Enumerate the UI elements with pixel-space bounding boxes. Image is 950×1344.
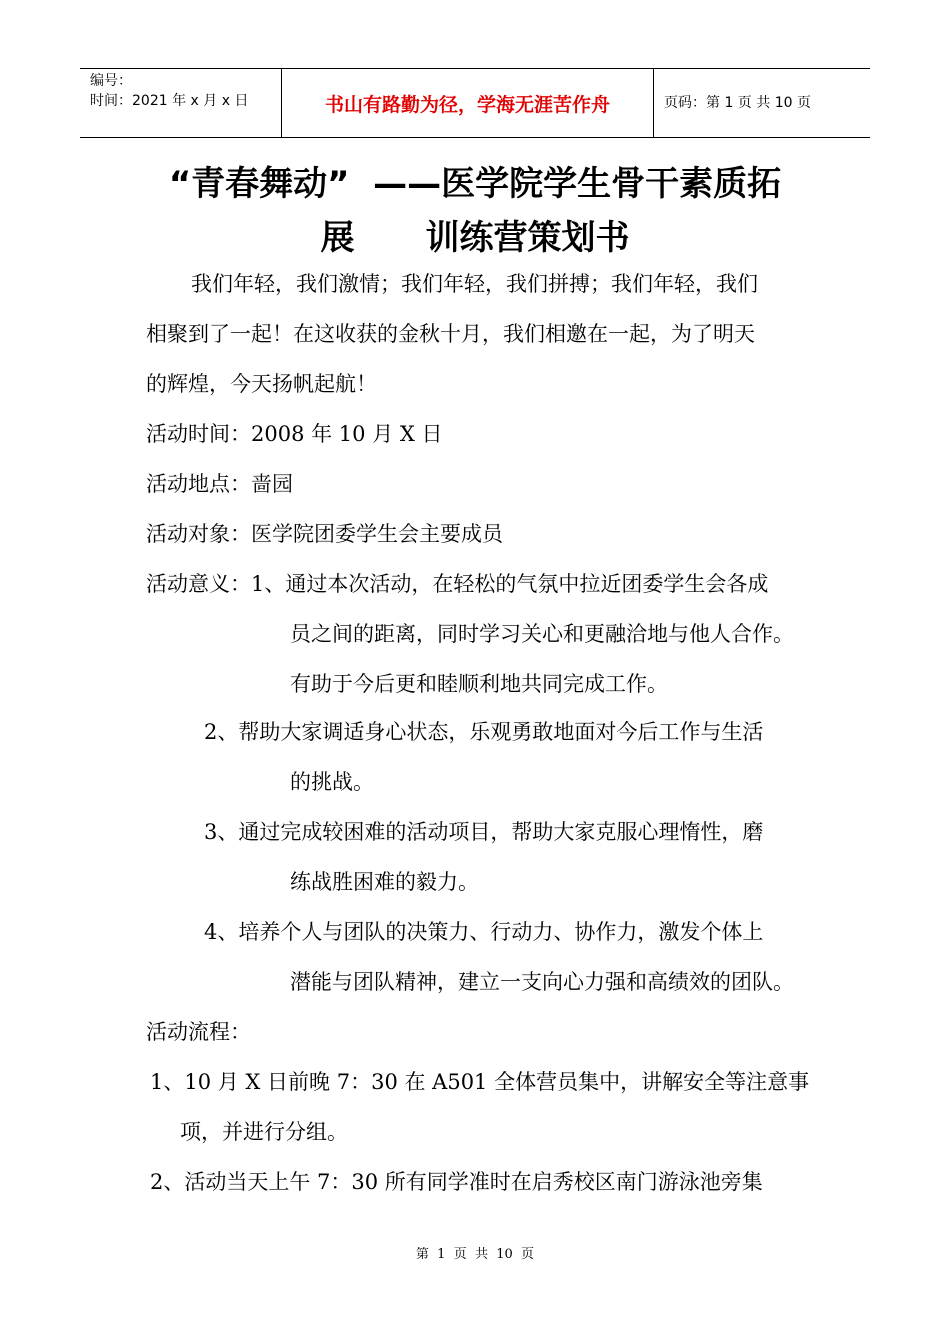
document-time-label: 时间：2021 年 x 月 x 日 [90, 93, 249, 109]
meaning-item-1-line-2: 员之间的距离，同时学习关心和更融洽地与他人合作。 [290, 622, 794, 646]
document-title-line-2: 展 训练营策划书 [320, 218, 630, 258]
meaning-item-1-line-3: 有助于今后更和睦顺利地共同完成工作。 [290, 672, 668, 696]
header-info-cell [80, 69, 282, 137]
header-page-cell [654, 69, 870, 137]
process-item-1-line-2: 项，并进行分组。 [180, 1120, 348, 1144]
meaning-item-4-line-2: 潜能与团队精神，建立一支向心力强和高绩效的团队。 [290, 970, 794, 994]
process-item-2-line-1: 2、活动当天上午 7：30 所有同学准时在启秀校区南门游泳池旁集 [150, 1170, 763, 1194]
meaning-item-4-line-1: 4、培养个人与团队的决策力、行动力、协作力，激发个体上 [204, 920, 764, 944]
meaning-item-2-line-2: 的挑战。 [290, 770, 374, 794]
header-page-number: 页码：第 1 页 共 10 页 [664, 95, 811, 111]
document-number-label: 编号： [90, 73, 132, 89]
activity-time: 活动时间：2008 年 10 月 X 日 [146, 422, 443, 446]
intro-paragraph-line-2: 相聚到了一起！在这收获的金秋十月，我们相邀在一起，为了明天 [146, 322, 755, 346]
meaning-item-3-line-2: 练战胜困难的毅力。 [290, 870, 479, 894]
intro-paragraph-line-1: 我们年轻，我们激情；我们年轻，我们拼搏；我们年轻，我们 [191, 272, 758, 296]
process-label: 活动流程： [146, 1020, 251, 1044]
activity-target: 活动对象：医学院团委学生会主要成员 [146, 522, 503, 546]
meaning-item-2-line-1: 2、帮助大家调适身心状态，乐观勇敢地面对今后工作与生活 [204, 720, 764, 744]
page-footer: 第 1 页 共 10 页 [415, 1247, 535, 1262]
header-motto-cell [282, 69, 654, 137]
header-motto: 书山有路勤为径，学海无涯苦作舟 [324, 94, 610, 116]
header-table [80, 68, 870, 138]
meaning-item-1-line-1: 活动意义：1、通过本次活动，在轻松的气氛中拉近团委学生会各成 [146, 572, 769, 596]
document-title-line-1: “青春舞动” ——医学院学生骨干素质拓 [168, 164, 782, 204]
activity-place: 活动地点：啬园 [146, 472, 293, 496]
intro-paragraph-line-3: 的辉煌，今天扬帆起航！ [146, 372, 377, 396]
meaning-item-3-line-1: 3、通过完成较困难的活动项目，帮助大家克服心理惰性，磨 [204, 820, 764, 844]
process-item-1-line-1: 1、10 月 X 日前晚 7：30 在 A501 全体营员集中，讲解安全等注意事 [150, 1070, 810, 1094]
